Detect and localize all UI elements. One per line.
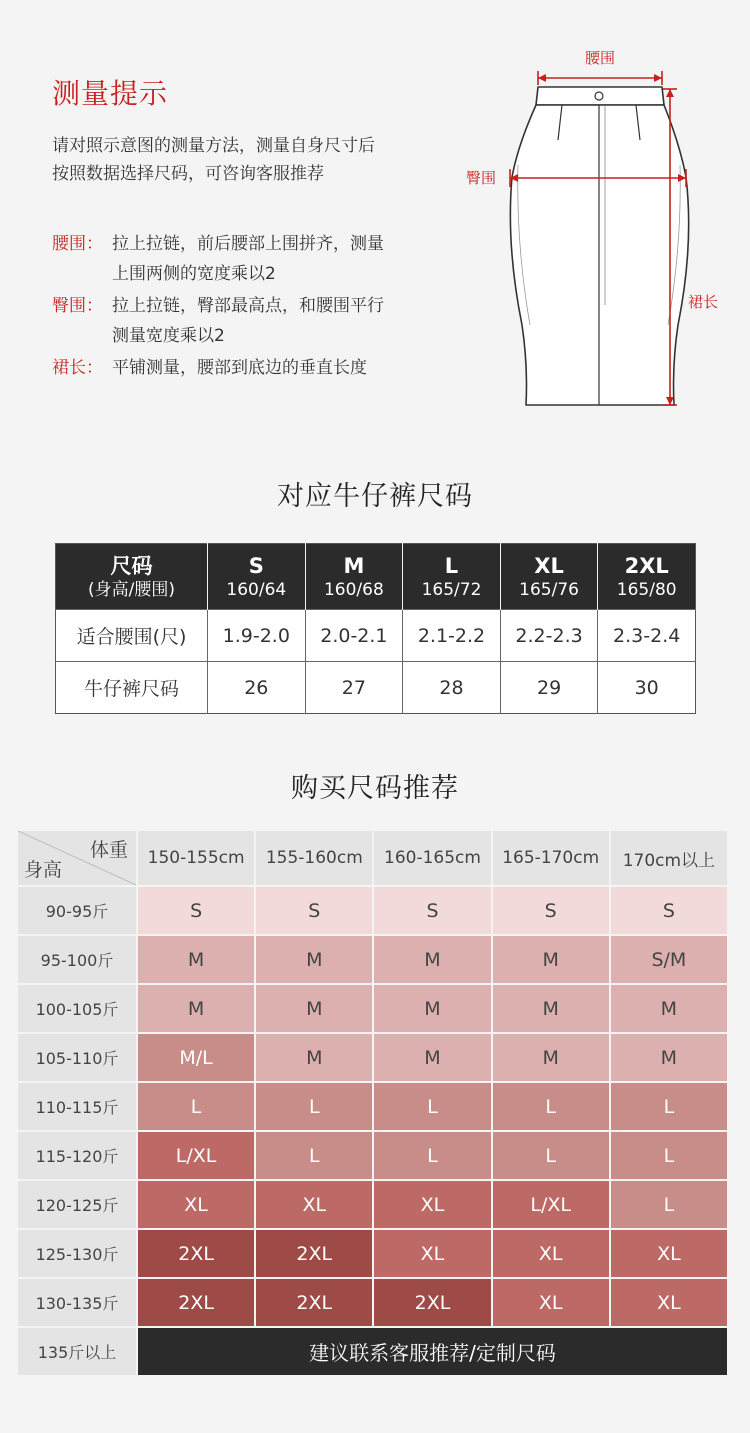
corner-weight: 体重 xyxy=(89,839,128,861)
table-row xyxy=(56,610,696,662)
recommend-row xyxy=(18,887,727,934)
size-cell: XL xyxy=(611,1279,727,1326)
size-table-header xyxy=(56,544,696,610)
size-cell: 2XL xyxy=(138,1279,254,1326)
tip-label: 腰围： xyxy=(52,234,103,254)
recommend-row xyxy=(18,936,727,983)
size-cell: XL xyxy=(256,1181,372,1228)
intro-line-2: 按照数据选择尺码，可咨询客服推荐 xyxy=(52,164,324,184)
column-header: 170cm以上 xyxy=(611,831,727,885)
size-cell: L xyxy=(138,1083,254,1130)
size-label: 2XL xyxy=(624,553,669,578)
label-hip: 臀围 xyxy=(466,169,497,187)
size-cell: M xyxy=(256,985,372,1032)
size-cell: S xyxy=(256,887,372,934)
measure-tips xyxy=(52,229,452,385)
size-cell: 2XL xyxy=(256,1230,372,1277)
size-spec: 165/76 xyxy=(519,579,579,600)
recommend-row xyxy=(18,1181,727,1228)
size-cell: 2XL xyxy=(374,1279,490,1326)
table-cell: 28 xyxy=(403,662,501,714)
tip-waist xyxy=(52,229,452,289)
table-cell: 1.9-2.0 xyxy=(208,610,306,662)
header-cell xyxy=(403,544,501,610)
size-cell: S/M xyxy=(611,936,727,983)
size-cell: L/XL xyxy=(138,1132,254,1179)
header-cell xyxy=(208,544,306,610)
size-cell: M xyxy=(493,1034,609,1081)
row-label: 适合腰围(尺) xyxy=(56,610,208,662)
column-header: 155-160cm xyxy=(256,831,372,885)
size-cell: XL xyxy=(374,1181,490,1228)
size-cell: L xyxy=(374,1083,490,1130)
size-cell: S xyxy=(493,887,609,934)
header-label: 尺码 xyxy=(110,553,153,578)
size-cell: M xyxy=(493,936,609,983)
table-cell: 2.0-2.1 xyxy=(305,610,403,662)
corner-cell xyxy=(18,831,136,885)
size-cell: L xyxy=(611,1083,727,1130)
recommend-last-row xyxy=(18,1328,727,1375)
header-cell xyxy=(305,544,403,610)
corner-height: 身高 xyxy=(24,859,63,881)
size-cell: M xyxy=(374,1034,490,1081)
size-cell: L xyxy=(493,1132,609,1179)
size-cell: M xyxy=(138,936,254,983)
table-cell: 29 xyxy=(500,662,598,714)
size-cell: M xyxy=(256,936,372,983)
size-cell: XL xyxy=(493,1230,609,1277)
size-label: XL xyxy=(534,553,564,578)
recommend-body xyxy=(18,887,727,1375)
column-header: 150-155cm xyxy=(138,831,254,885)
skirt-diagram xyxy=(460,45,750,425)
intro-line-1: 请对照示意图的测量方法，测量自身尺寸后 xyxy=(52,136,375,156)
recommend-table xyxy=(16,829,729,1377)
row-label: 120-125斤 xyxy=(18,1181,136,1228)
row-label: 125-130斤 xyxy=(18,1230,136,1277)
button-icon xyxy=(595,92,603,100)
size-cell: L xyxy=(493,1083,609,1130)
table-cell: 2.2-2.3 xyxy=(500,610,598,662)
size-cell: M xyxy=(374,936,490,983)
size-spec: 165/72 xyxy=(421,579,482,600)
size-cell: XL xyxy=(374,1230,490,1277)
measure-title: 测量提示 xyxy=(52,77,169,110)
size-cell: XL xyxy=(493,1279,609,1326)
size-cell: S xyxy=(138,887,254,934)
size-cell: L xyxy=(256,1083,372,1130)
size-cell: S xyxy=(374,887,490,934)
size-cell: S xyxy=(611,887,727,934)
size-spec: 160/64 xyxy=(226,579,287,600)
column-header: 160-165cm xyxy=(374,831,490,885)
header-cell xyxy=(56,544,208,610)
size-table-title: 对应牛仔裤尺码 xyxy=(277,481,473,512)
recommend-row xyxy=(18,1132,727,1179)
contact-note: 建议联系客服推荐/定制尺码 xyxy=(138,1328,727,1375)
size-cell: L xyxy=(374,1132,490,1179)
row-label: 105-110斤 xyxy=(18,1034,136,1081)
tip-line: 平铺测量，腰部到底边的垂直长度 xyxy=(112,358,367,378)
row-label: 110-115斤 xyxy=(18,1083,136,1130)
header-sub: (身高/腰围) xyxy=(88,579,175,600)
size-cell: M xyxy=(374,985,490,1032)
size-cell: M xyxy=(611,1034,727,1081)
table-cell: 27 xyxy=(305,662,403,714)
tip-line: 拉上拉链，臀部最高点，和腰围平行 xyxy=(112,296,384,316)
size-spec: 165/80 xyxy=(616,579,677,600)
size-cell: L xyxy=(611,1132,727,1179)
size-cell: L xyxy=(256,1132,372,1179)
recommend-header xyxy=(18,831,727,885)
column-header: 165-170cm xyxy=(493,831,609,885)
label-length: 裙长 xyxy=(688,293,719,311)
row-label: 牛仔裤尺码 xyxy=(56,662,208,714)
size-cell: L/XL xyxy=(493,1181,609,1228)
header-cell xyxy=(500,544,598,610)
size-cell: M xyxy=(493,985,609,1032)
recommend-row xyxy=(18,985,727,1032)
recommend-row xyxy=(18,1230,727,1277)
row-label: 135斤以上 xyxy=(18,1328,136,1375)
recommend-row xyxy=(18,1034,727,1081)
row-label: 100-105斤 xyxy=(18,985,136,1032)
tip-line: 上围两侧的宽度乘以2 xyxy=(112,264,276,284)
size-cell: M xyxy=(611,985,727,1032)
header-cell xyxy=(598,544,696,610)
size-cell: XL xyxy=(138,1181,254,1228)
tip-hip xyxy=(52,291,452,351)
table-cell: 2.3-2.4 xyxy=(598,610,696,662)
size-cell: 2XL xyxy=(256,1279,372,1326)
size-cell: M xyxy=(256,1034,372,1081)
size-cell: M xyxy=(138,985,254,1032)
tip-label: 臀围： xyxy=(52,296,103,316)
tip-line: 拉上拉链，前后腰部上围拼齐，测量 xyxy=(112,234,384,254)
tip-line: 测量宽度乘以2 xyxy=(112,326,225,346)
size-cell: L xyxy=(611,1181,727,1228)
size-cell: M/L xyxy=(138,1034,254,1081)
row-label: 130-135斤 xyxy=(18,1279,136,1326)
size-label: L xyxy=(444,553,459,578)
table-cell: 2.1-2.2 xyxy=(403,610,501,662)
size-spec: 160/68 xyxy=(323,579,384,600)
table-cell: 30 xyxy=(598,662,696,714)
size-label: S xyxy=(248,553,264,578)
table-cell: 26 xyxy=(208,662,306,714)
size-label: M xyxy=(343,553,365,578)
size-table xyxy=(55,543,696,714)
row-label: 90-95斤 xyxy=(18,887,136,934)
recommend-row xyxy=(18,1083,727,1130)
measure-intro xyxy=(52,132,452,188)
label-waist: 腰围 xyxy=(584,49,616,67)
table-row xyxy=(56,662,696,714)
size-cell: XL xyxy=(611,1230,727,1277)
tip-label: 裙长： xyxy=(52,358,103,378)
row-label: 95-100斤 xyxy=(18,936,136,983)
tip-length xyxy=(52,353,452,383)
recommend-title: 购买尺码推荐 xyxy=(291,773,459,804)
size-cell: 2XL xyxy=(138,1230,254,1277)
recommend-row xyxy=(18,1279,727,1326)
row-label: 115-120斤 xyxy=(18,1132,136,1179)
